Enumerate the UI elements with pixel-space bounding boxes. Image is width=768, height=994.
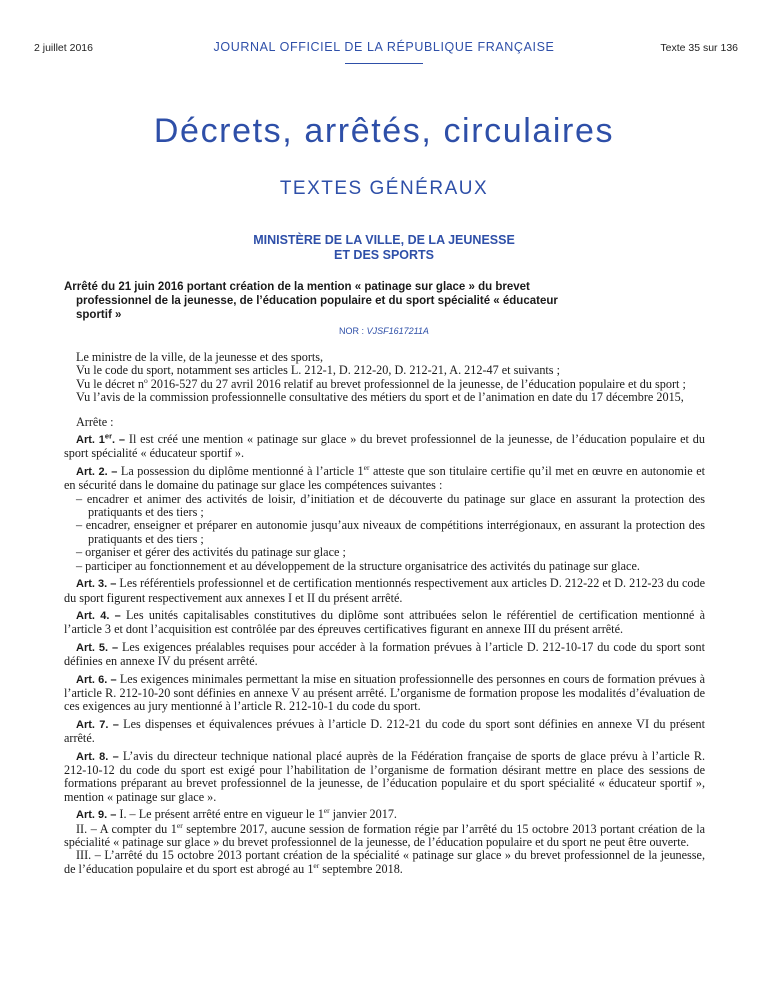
article-7-text: Les dispenses et équivalences prévues à l’article D. 212-21 du code du sport sont définies en annexe VI du présent arrêté. [64, 716, 705, 746]
article-6-text: Les exigences minimales permettant la mise en situation professionnelle des personnes en cours de formation prévues à l’article R. 212-10-20 sont définies en annexe V au présent arrêté. L’organisme de formation propose les modalités d’évaluation de ces exigences au jury mentionné à l’article R. 212-10-1 du code du sport. [64, 671, 705, 714]
article-9-text-b: janvier 2017. [329, 807, 397, 822]
article-2-text-b: atteste que son titulaire certifie qu’il met en œuvre en autonomie et en sécurité dans le domaine du patinage sur glace les compétences suivantes : [64, 463, 706, 493]
article-8 [64, 750, 705, 805]
article-9-part-2-a: II. – A compter du 1 [76, 821, 177, 836]
section-title: Décrets, arrêtés, circulaires [153, 112, 615, 150]
header-rule [345, 63, 423, 64]
article-6 [64, 673, 705, 714]
article-2-item-2: – encadrer, enseigner et préparer en autonomie jusqu’aux niveaux de compétitions interrégionaux, en assurant la protection des pratiquants et des tiers ; [76, 518, 705, 546]
article-9 [64, 808, 705, 822]
nor-value: VJSF1617211A [366, 326, 429, 336]
article-9-part-2-sup: er [176, 820, 183, 830]
article-2-label: Art. 2. – [76, 465, 118, 478]
subsection-title: TEXTES GÉNÉRAUX [279, 178, 489, 199]
article-4-text: Les unités capitalisables constitutives du diplôme sont attribuées selon le référentiel de certification mentionné à l’article 3 et dont l’acquisition est contrôlée par des épreuves certificatives figurant en annexe III du présent arrêté. [64, 607, 705, 637]
preamble-decret-sup: o [143, 375, 148, 385]
article-1 [64, 433, 705, 461]
article-7-label: Art. 7. – [76, 718, 119, 731]
article-2 [64, 462, 706, 493]
ministry-line-1: MINISTÈRE DE LA VILLE, DE LA JEUNESSE [253, 233, 515, 247]
article-2-item-1: – encadrer et animer des activités de loisir, d’initiation et de découverte du patinage sur glace en assurant la protection des pratiquants et des tiers ; [76, 491, 705, 520]
article-6-label: Art. 6. – [76, 673, 117, 686]
article-8-text: L’avis du directeur technique national placé auprès de la Fédération française de sports de glace prévu à l’article R. 212-10-12 du code du sport est exigé pour l’habilitation de l’organisme de formation désirant mettre en place des sessions de formations préparant au brevet professionnel de la jeunesse, de l’éducation populaire et du sport spécialité « éducateur sportif », mention « patinage sur glace ». [64, 748, 705, 804]
article-9-part-2 [64, 820, 705, 850]
decree-title-line-1: Arrêté du 21 juin 2016 portant création de la mention « patinage sur glace » du brevet [64, 281, 530, 293]
article-5-text: Les exigences préalables requises pour accéder à la formation prévues à l’article D. 212-10-17 du code du sport sont définies en annexe IV du présent arrêté. [64, 639, 705, 669]
arrete-line: Arrête : [76, 414, 114, 429]
page-header [0, 0, 768, 60]
nor-reference [0, 326, 768, 336]
article-5-label: Art. 5. – [76, 641, 119, 654]
article-3-text: Les référentiels professionnel et de certification mentionnés respectivement aux articles D. 212-22 et D. 212-23 du code du sport figurent respectivement aux annexes I et II du présent arrêté. [64, 576, 705, 605]
preamble-decret-b: 2016-527 du 27 avril 2016 relatif au brevet professionnel de la jeunesse, de l’éducation populaire et du sport ; [147, 376, 686, 391]
preamble-decret-a: Vu le décret n [76, 376, 144, 391]
article-1-label: Art. 1er. – [76, 431, 126, 447]
article-5 [64, 641, 705, 669]
decree-title [64, 280, 704, 322]
article-8-label: Art. 8. – [76, 750, 119, 763]
preamble-avis: Vu l’avis de la commission professionnelle consultative des métiers du sport et de l’animation en date du 17 décembre 2015, [76, 390, 684, 405]
article-2-item-3: – organiser et gérer des activités du patinage sur glace ; [76, 545, 346, 560]
header-date: 2 juillet 2016 [34, 42, 93, 54]
ministry-line-2: ET DES SPORTS [333, 248, 435, 262]
article-9-part-3-a: III. – L’arrêté du 15 octobre 2013 portant création de la spécialité « patinage sur glace » du brevet professionnel de la jeunesse, de l’éducation populaire et du sport est abrogé au 1 [64, 848, 705, 876]
article-3-label: Art. 3. – [76, 578, 117, 591]
decree-body [64, 351, 705, 876]
article-1-text: Il est créé une mention « patinage sur glace » du brevet professionnel de la jeunesse, de l’éducation populaire et du sport spécialité « éducateur sportif ». [64, 432, 705, 461]
article-9-text-a: I. – Le présent arrêté entre en vigueur le 1 [116, 807, 324, 822]
article-9-sup: er [323, 806, 330, 816]
article-2-sup: er [363, 462, 370, 472]
decree-title-line-3: sportif » [76, 309, 122, 321]
preamble-decret [64, 375, 705, 391]
header-journal-title: JOURNAL OFFICIEL DE LA RÉPUBLIQUE FRANÇAISE [213, 40, 555, 54]
article-7 [64, 718, 705, 746]
article-9-part-3 [64, 849, 705, 876]
preamble-code-sport: Vu le code du sport, notamment ses articles L. 212-1, D. 212-20, D. 212-21, A. 212-47 et suivants ; [76, 363, 560, 378]
article-9-part-2-b: septembre 2017, aucune session de formation régie par l’arrêté du 15 octobre 2013 portant création de la spécialité « patinage sur glace » du brevet professionnel de la jeunesse, de l’éducation populaire et du sport ne peut être ouverte. [64, 821, 705, 849]
article-9-part-3-sup: er [313, 860, 320, 870]
article-4 [64, 609, 705, 637]
decree-title-line-2: professionnel de la jeunesse, de l’éducation populaire et du sport spécialité « éducateur [76, 295, 558, 307]
article-9-part-3-b: septembre 2018. [319, 861, 403, 876]
preamble-minister: Le ministre de la ville, de la jeunesse et des sports, [76, 350, 324, 364]
article-9-label: Art. 9. – [76, 809, 117, 822]
nor-label: NOR : [339, 326, 367, 336]
article-2-item-4: – participer au fonctionnement et au développement de la structure organisatrice des activités du patinage sur glace. [76, 558, 640, 573]
article-4-label: Art. 4. – [76, 609, 121, 622]
article-2-text-a: La possession du diplôme mentionné à l’article 1 [117, 463, 364, 478]
ministry-heading [0, 233, 768, 263]
header-text-number: Texte 35 sur 136 [660, 42, 738, 54]
article-3 [64, 577, 705, 605]
